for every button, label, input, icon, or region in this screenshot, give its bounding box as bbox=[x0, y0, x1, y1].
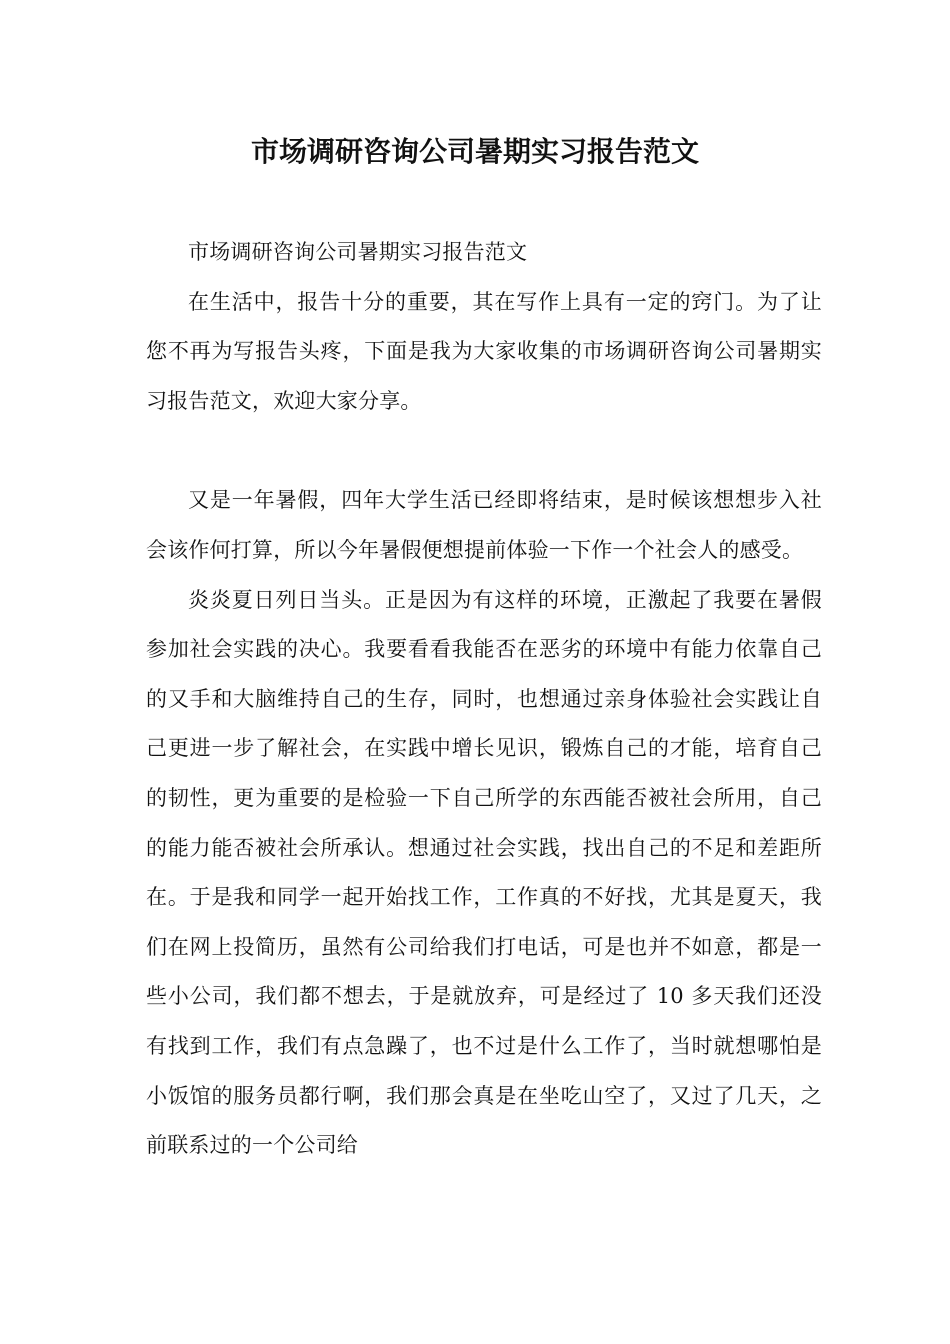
paragraph-practice: 炎炎夏日列日当头。正是因为有这样的环境，正激起了我要在暑假参加社会实践的决心。我要看看我能否在恶劣的环境中有能力依靠自己的又手和大脑维持自己的生存，同时，也想通过亲身体验社会实践让自己更进一步了解社会，在实践中增长见识，锻炼自己的才能，培育自己的韧性，更为重要的是检验一下自己所学的东西能否被社会所用，自己的能力能否被社会所承认。想通过社会实践，找出自己的不足和差距所在。于是我和同学一起开始找工作，工作真的不好找，尤其是夏天，我们在网上投简历，虽然有公司给我们打电话，可是也并不如意，都是一些小公司，我们都不想去，于是就放弃，可是经过了 10 多天我们还没有找到工作，我们有点急躁了，也不过是什么工作了，当时就想哪怕是小饭馆的服务员都行啊，我们那会真是在坐吃山空了，又过了几天，之前联系过的一个公司给 bbox=[146, 587, 822, 1158]
document-body bbox=[146, 228, 822, 1171]
paragraph-summer: 又是一年暑假，四年大学生活已经即将结束，是时候该想想步入社会该作何打算，所以今年暑假便想提前体验一下作一个社会人的感受。 bbox=[146, 488, 822, 562]
paragraph-intro: 在生活中，报告十分的重要，其在写作上具有一定的窍门。为了让您不再为写报告头疼，下面是我为大家收集的市场调研咨询公司暑期实习报告范文，欢迎大家分享。 bbox=[146, 289, 822, 413]
paragraph-subtitle: 市场调研咨询公司暑期实习报告范文 bbox=[188, 240, 528, 264]
paragraph-spacer bbox=[146, 426, 822, 476]
document-title: 市场调研咨询公司暑期实习报告范文 bbox=[250, 135, 699, 168]
